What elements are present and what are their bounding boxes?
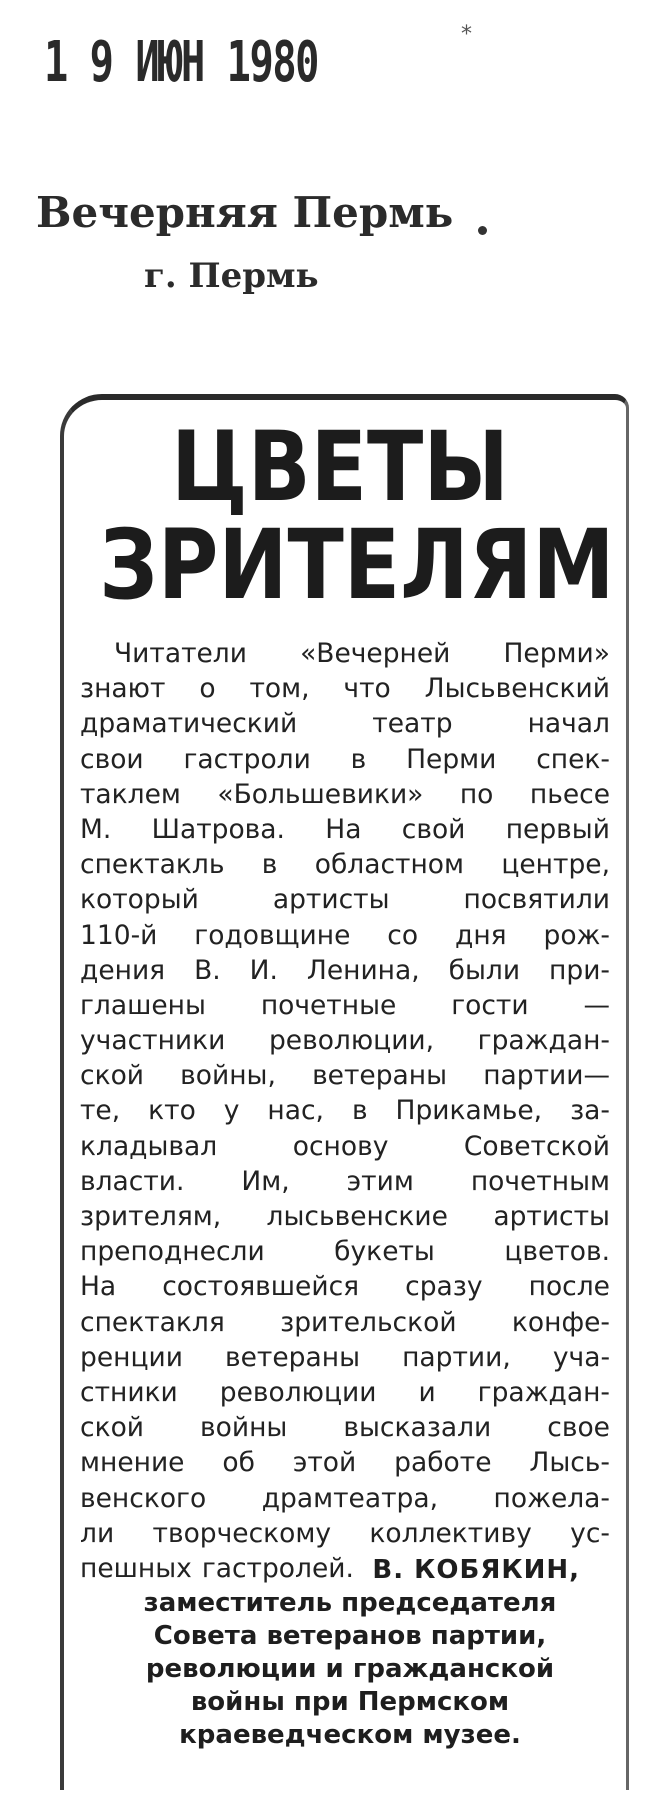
body-word: годовщине <box>194 919 351 951</box>
body-word: Лысьвенский <box>424 673 610 705</box>
body-line <box>80 1058 610 1093</box>
body-word: основу <box>292 1130 389 1162</box>
body-line <box>80 1445 610 1480</box>
body-line <box>80 706 610 741</box>
body-word: Ленина, <box>306 954 420 986</box>
body-line <box>80 777 610 812</box>
body-line <box>80 1129 610 1164</box>
body-word: были <box>448 954 521 986</box>
body-word: кладывал <box>80 1130 218 1162</box>
body-word: стники <box>80 1376 178 1408</box>
body-word: — <box>583 989 610 1021</box>
body-word: «Вечерней <box>300 638 451 669</box>
body-word: войны, <box>180 1060 276 1092</box>
body-word: в <box>351 1095 368 1127</box>
author-role-2: Совета ветеранов партии, <box>153 1621 547 1651</box>
body-word: что <box>343 673 391 705</box>
body-line <box>80 918 610 953</box>
body-line <box>80 1269 610 1304</box>
body-word: артисты <box>493 1201 610 1232</box>
body-word: том, <box>249 673 310 705</box>
body-word: сразу <box>405 1271 483 1303</box>
headline-line-2: ЗРИТЕЛЯМ <box>99 509 615 621</box>
body-word: пешных <box>80 1552 192 1584</box>
body-word: граждан- <box>477 1376 610 1408</box>
body-word: знают <box>80 673 166 705</box>
body-word: М. <box>80 813 112 845</box>
body-word: венского <box>80 1482 207 1514</box>
body-word: работе <box>394 1447 492 1479</box>
body-word: о <box>199 673 216 705</box>
body-word: ветераны <box>225 1341 360 1373</box>
body-word: дения <box>80 954 166 986</box>
body-word: со <box>387 919 419 951</box>
body-word: И. <box>249 954 278 986</box>
article-author <box>120 1554 580 1752</box>
body-word: центре, <box>501 849 610 881</box>
body-word: зрителям, <box>80 1201 222 1232</box>
body-word: цветов. <box>504 1236 610 1268</box>
body-word: букеты <box>334 1236 435 1268</box>
body-word: у <box>223 1095 240 1127</box>
body-word: за- <box>570 1095 610 1127</box>
body-word: гастроли <box>183 743 311 775</box>
body-word: лысьвенские <box>266 1201 448 1232</box>
body-word: На <box>325 813 362 845</box>
body-word: Шатрова. <box>151 813 285 845</box>
body-line <box>80 812 610 847</box>
body-word: те, <box>80 1095 121 1127</box>
body-word: гости <box>451 989 529 1021</box>
body-word: партии— <box>483 1060 610 1092</box>
body-line <box>80 1164 610 1199</box>
body-word: состоявшейся <box>162 1271 360 1303</box>
body-line <box>80 671 610 706</box>
author-role-4: войны при Пермском <box>190 1687 510 1717</box>
body-word: артисты <box>272 884 390 916</box>
body-line <box>80 1481 610 1516</box>
body-word: драматический <box>80 708 298 740</box>
body-word: областном <box>314 849 465 881</box>
body-word: кто <box>148 1095 196 1127</box>
body-word: Прикамье, <box>395 1095 543 1127</box>
body-line <box>80 1410 610 1445</box>
body-word: мнение <box>80 1447 185 1479</box>
body-line <box>80 636 610 671</box>
body-line <box>80 882 610 917</box>
body-line <box>80 847 610 882</box>
body-word: ренции <box>80 1341 183 1373</box>
body-word: «Большевики» <box>217 778 424 810</box>
body-word: гастролей. <box>201 1552 354 1584</box>
headline-line-1: ЦВЕТЫ <box>171 411 509 523</box>
body-word: почетные <box>260 989 397 1021</box>
body-word: спектакль <box>80 849 225 881</box>
body-word: революции <box>219 1376 377 1408</box>
body-word: начал <box>527 708 610 740</box>
body-line <box>80 953 610 988</box>
body-word: революции, <box>268 1025 435 1057</box>
body-word: посвятили <box>463 884 610 916</box>
body-word: граждан- <box>477 1025 610 1057</box>
body-word: 110-й <box>80 919 158 951</box>
body-word: ветераны <box>312 1060 448 1092</box>
body-word: спектакля <box>80 1306 225 1338</box>
body-word: рож- <box>543 919 610 951</box>
body-word: театр <box>372 708 453 740</box>
body-word: по <box>459 778 494 810</box>
author-role-5: краеведческом музее. <box>179 1720 521 1750</box>
body-word: войны <box>200 1412 288 1444</box>
body-word: Читатели <box>114 638 247 669</box>
body-line <box>80 1375 610 1410</box>
body-word: В. <box>194 954 221 986</box>
body-word: Перми» <box>503 638 610 669</box>
body-word: конфе- <box>511 1306 610 1338</box>
newspaper-dot <box>478 226 487 235</box>
body-word: этой <box>292 1447 357 1479</box>
body-word: ской <box>80 1060 145 1092</box>
body-word: Советской <box>463 1130 610 1162</box>
body-word: глашены <box>80 989 206 1021</box>
body-word: таклем <box>80 778 181 810</box>
body-line <box>80 1023 610 1058</box>
body-word: пожела- <box>493 1482 610 1514</box>
body-word: высказали <box>343 1412 492 1444</box>
body-word: уча- <box>552 1341 610 1373</box>
body-line <box>80 1516 610 1551</box>
body-word: почетным <box>470 1165 610 1197</box>
body-word: пьесе <box>529 778 610 810</box>
article-headline <box>99 411 615 621</box>
body-word: первый <box>505 813 610 845</box>
body-line <box>80 1305 610 1340</box>
body-line <box>80 1199 610 1234</box>
body-word: Им, <box>241 1165 290 1197</box>
body-word: ус- <box>570 1517 610 1549</box>
body-word: партии, <box>402 1341 511 1373</box>
body-line <box>80 1340 610 1375</box>
body-word: Лысь- <box>529 1447 610 1479</box>
body-word: ли <box>80 1517 115 1549</box>
body-word: власти. <box>80 1165 185 1197</box>
date-stamp: 1 9 ИЮН 1980 <box>44 30 319 95</box>
body-word: после <box>528 1271 610 1303</box>
body-word: коллективу <box>369 1517 532 1549</box>
body-word: спек- <box>536 743 610 775</box>
body-word: и <box>418 1376 436 1408</box>
body-word: ской <box>80 1412 145 1444</box>
body-word: который <box>80 884 199 916</box>
author-role-1: заместитель председателя <box>143 1588 557 1618</box>
body-word: в <box>261 849 278 881</box>
newspaper-name: Вечерняя Пермь <box>36 188 454 237</box>
body-word: об <box>222 1447 255 1479</box>
body-word: при- <box>549 954 610 986</box>
body-word: зрительской <box>280 1306 457 1338</box>
body-word: свой <box>401 813 466 845</box>
body-word: свое <box>547 1412 610 1444</box>
body-word: участники <box>80 1025 226 1057</box>
body-word: нас, <box>267 1095 324 1127</box>
body-line <box>80 988 610 1023</box>
body-word: Перми <box>406 743 497 775</box>
body-word: творческому <box>152 1517 332 1549</box>
body-line <box>80 1093 610 1128</box>
body-line <box>80 1234 610 1269</box>
author-role-3: революции и гражданской <box>145 1654 555 1684</box>
stamp-star: * <box>461 22 472 47</box>
body-word: На <box>80 1271 117 1303</box>
body-word: этим <box>346 1165 414 1197</box>
author-name: В. КОБЯКИН, <box>372 1555 580 1585</box>
body-word: свои <box>80 743 144 775</box>
body-line <box>80 742 610 777</box>
body-word: драмтеатра, <box>261 1482 438 1514</box>
article-body <box>80 636 610 1586</box>
body-word: преподнесли <box>80 1236 265 1268</box>
newspaper-city: г. Пермь <box>144 256 319 296</box>
body-word: в <box>350 743 367 775</box>
body-word: дня <box>455 919 507 951</box>
